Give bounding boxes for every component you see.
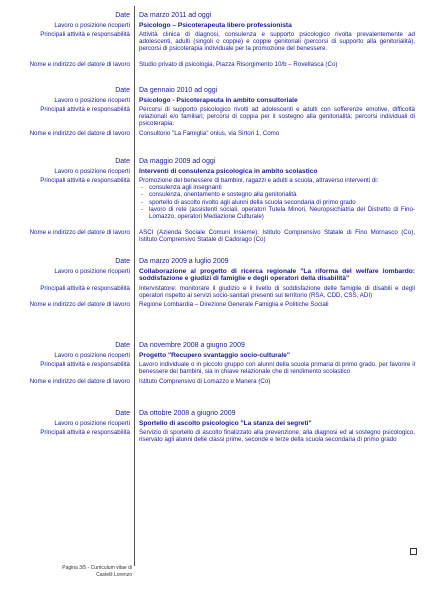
role-label: Lavoro o posizione ricoperti (54, 420, 130, 427)
employer-label: Nome e indirizzo del datore di lavoro (29, 378, 130, 385)
list-item: - lavoro di rete (assistenti sociali, operatori Tutela Minori, Neuropsichiatria del Distretto di Fino-Lomazzo, operatori Mediazione Culturale) (149, 206, 415, 220)
date-value: Da novembre 2008 a giugno 2009 (139, 342, 245, 349)
date-value: Da maggio 2009 ad oggi (139, 158, 216, 165)
list-item: - consulenza, orientamento e sostegno alla genitorialità (149, 191, 415, 198)
employer-value: ASCI (Azienda Sociale Comuni Insieme): Istituto Comprensivo Statale di Fino Mornasco (Co), Istituto Comprensivo Statale di Cadorago (Co) (139, 229, 415, 244)
employer-label: Nome e indirizzo del datore di lavoro (29, 301, 130, 308)
employer-value: Regione Lombardia – Direzione Generale Famiglia e Politiche Sociali (139, 301, 329, 308)
date-value: Da ottobre 2008 a giugno 2009 (139, 410, 236, 417)
activities-label: Principali attività e responsabilità (40, 31, 130, 38)
activities-label: Principali attività e responsabilità (40, 361, 130, 368)
activities-value: Attività clinica di diagnosi, consulenza e supporto psicologico rivolta prevalentemente ad adolescenti, adulti (singoli o coppie) e coppie genitoriali (percorsi di supporto alla genitorialità), percorsi di psicoterapia individuale per la promozione del benessere. (139, 31, 415, 53)
work-entry (0, 342, 436, 394)
activities-intro: Promozione del benessere di bambini, ragazzi e adulti a scuola, attraverso interventi di: (139, 177, 379, 184)
date-value: Da gennaio 2010 ad oggi (139, 87, 218, 94)
activities-label: Principali attività e responsabilità (40, 429, 130, 436)
date-label: Date (115, 258, 130, 265)
role-value: Psicologo - Psicoterapeuta in ambito consultoriale (139, 97, 298, 104)
work-entry (0, 87, 436, 146)
employer-label: Nome e indirizzo del datore di lavoro (29, 61, 130, 68)
employer-value: Istituto Comprensivo di Lomazzo e Manera (Co) (139, 378, 271, 385)
activities-value: Lavoro individuale o in piccolo gruppo con alunni della scuola primaria di primo grado, per favorire il benessere dei bambini, sia in chiave relazionale che di rendimento scolastico (139, 361, 415, 376)
role-value: Collaborazione al progetto di ricerca regionale "La riforma del welfare lombardo: soddisfazione e giudizi di famiglie e degli operatori della disabilità" (139, 268, 415, 283)
date-label: Date (115, 410, 130, 417)
employer-label: Nome e indirizzo del datore di lavoro (29, 130, 130, 137)
activities-label: Principali attività e responsabilità (40, 106, 130, 113)
activities-label: Principali attività e responsabilità (40, 285, 130, 292)
checkbox-square-icon (410, 548, 417, 555)
date-value: Da marzo 2011 ad oggi (139, 12, 212, 19)
employer-value: Consultorio "La Famiglia" onlus, via Sirtori 1, Como (139, 130, 280, 137)
work-entry (0, 12, 436, 77)
activities-value (139, 177, 415, 220)
role-label: Lavoro o posizione ricoperti (54, 97, 130, 104)
employer-value: Studio privato di psicologia, Piazza Risorgimento 10/b – Rovellasca (Co) (139, 61, 338, 68)
date-label: Date (115, 87, 130, 94)
employer-label: Nome e indirizzo del datore di lavoro (29, 229, 130, 236)
activities-value: Percorsi di supporto psicologico rivolti ad adolescenti e adulti con sofferenze emotive, difficoltà relazionali e/o familiari; percorsi di coppia per il sostegno alla genitorialità; percorsi individuali di psicoterapia. (139, 106, 415, 128)
list-item: - consulenza agli insegnanti (149, 184, 415, 191)
role-value: Progetto "Recupero svantaggio socio-culturale" (139, 352, 290, 359)
activities-label: Principali attività e responsabilità (40, 177, 130, 184)
role-label: Lavoro o posizione ricoperti (54, 22, 130, 29)
date-label: Date (115, 158, 130, 165)
role-label: Lavoro o posizione ricoperti (54, 268, 130, 275)
role-value: Psicologo – Psicoterapeuta libero professionista (139, 22, 292, 29)
date-label: Date (115, 342, 130, 349)
page-footer (60, 565, 132, 578)
role-label: Lavoro o posizione ricoperti (54, 352, 130, 359)
work-entry (0, 410, 436, 453)
role-label: Lavoro o posizione ricoperti (54, 168, 130, 175)
footer-page-number: Pagina 3/5 - Curriculum vitae di (62, 565, 132, 571)
work-entry (0, 158, 436, 245)
role-value: Sportello di ascolto psicologico "La stanza dei segreti" (139, 420, 312, 427)
role-value: Interventi di consulenza psicologica in ambito scolastico (139, 168, 318, 175)
footer-author: Castelli Lorenzo (96, 571, 132, 578)
activities-value: Intervistatore: monitorare il giudizio e il livello di soddisfazione delle famiglie di disabili e degli operatori rispetto ai servizi socio-sanitari presenti sul territorio (RSA, CDD, CSS, ADI) (139, 285, 415, 300)
activities-list (139, 184, 415, 220)
date-label: Date (115, 12, 130, 19)
list-item: - sportello di ascolto rivolto agli alunni della scuola secondaria di primo grado (149, 199, 415, 206)
activities-value: Servizio di sportello di ascolto finalizzato alla prevenzione, alla diagnosi ed al sostegno psicologico, riservato agli alunni delle classi prime, seconde e terze della scuola secondaria di primo grado (139, 429, 415, 444)
date-value: Da marzo 2009 a luglio 2009 (139, 258, 229, 265)
work-entry (0, 258, 436, 317)
